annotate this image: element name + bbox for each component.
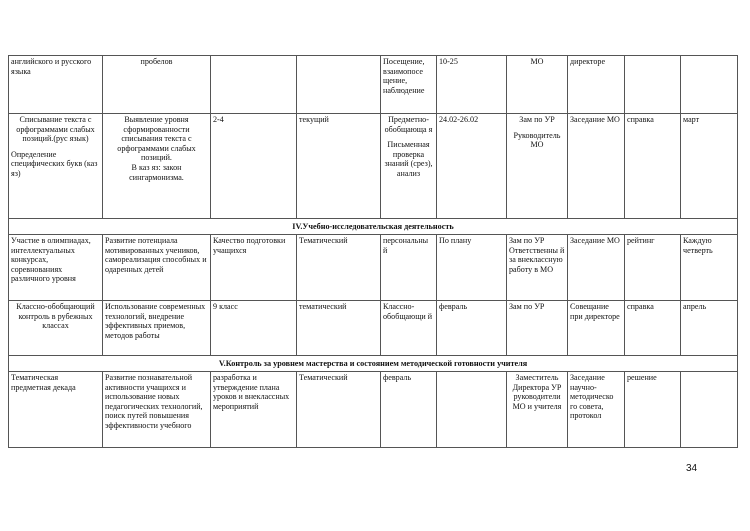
control-plan-table: [8, 55, 738, 448]
table-cell: март: [681, 114, 738, 219]
table-cell: Развитие познавательной активности учащихся и использование новых педагогических технологий, поиск путей повышения эффективности учебного: [103, 372, 211, 448]
cell-paragraph: Списывание текста с орфограммами слабых позиций.(рус язык): [16, 115, 95, 144]
table-cell: справка: [625, 301, 681, 356]
table-cell: Качество подготовки учащихся: [211, 235, 297, 301]
cell-paragraph: Руководитель МО: [513, 130, 561, 150]
table-cell: Участие в олимпиадах, интеллектуальных конкурсах, соревнованиях различного уровня: [9, 235, 103, 301]
table-cell: [211, 56, 297, 114]
table-cell: [381, 114, 437, 219]
table-row: [9, 372, 738, 448]
table-cell: [103, 114, 211, 219]
table-cell: Зам по УР: [507, 301, 568, 356]
table-cell: 9 класс: [211, 301, 297, 356]
section-header-row: [9, 356, 738, 372]
table-cell: Каждую четверть: [681, 235, 738, 301]
table-row: [9, 114, 738, 219]
table-cell: Использование современных технологий, внедрение эффективных приемов, методов работы: [103, 301, 211, 356]
table-cell: Развитие потенциала мотивированных учеников, самореализация способных и одаренных детей: [103, 235, 211, 301]
table-cell: По плану: [437, 235, 507, 301]
table-cell: текущий: [297, 114, 381, 219]
table-cell: Тематическая предметная декада: [9, 372, 103, 448]
table-cell: апрель: [681, 301, 738, 356]
table-cell: [681, 56, 738, 114]
table-cell: Классно-обобщающи й: [381, 301, 437, 356]
table-cell: Заседание научно-методическо го совета, протокол: [568, 372, 625, 448]
table-row: [9, 235, 738, 301]
table-cell: [507, 114, 568, 219]
section-heading: V.Контроль за уровнем мастерства и состоянием методической готовности учителя: [9, 356, 738, 372]
table-cell: Зам по УР Ответственны й за внеклассную работу в МО: [507, 235, 568, 301]
table-cell: тематический: [297, 301, 381, 356]
table-cell: рейтинг: [625, 235, 681, 301]
table-cell: персональны й: [381, 235, 437, 301]
section-heading: IV.Учебно-исследовательская деятельность: [9, 219, 738, 235]
table-cell: [297, 56, 381, 114]
table-cell: справка: [625, 114, 681, 219]
table-cell: разработка и утверждение плана уроков и внеклассных мероприятий: [211, 372, 297, 448]
table-row: [9, 301, 738, 356]
table-cell: решение: [625, 372, 681, 448]
table-cell: Заместитель Директора УР руководители МО и учителя: [507, 372, 568, 448]
table-cell: директоре: [568, 56, 625, 114]
table-cell: февраль: [381, 372, 437, 448]
cell-paragraph: Определение специфических букв (каз яз): [11, 149, 98, 178]
table-cell: [625, 56, 681, 114]
table-cell: Тематический: [297, 372, 381, 448]
table-cell: февраль: [437, 301, 507, 356]
table-cell: [681, 372, 738, 448]
cell-paragraph: Предметно-обобщающа я: [384, 115, 433, 134]
table-cell: МО: [507, 56, 568, 114]
table-cell: [9, 114, 103, 219]
table-cell: пробелов: [103, 56, 211, 114]
table-cell: Совещание при директоре: [568, 301, 625, 356]
table-cell: Классно-обобщающий контроль в рубежных классах: [9, 301, 103, 356]
cell-paragraph: Выявление уровня сформированности списывания текста с орфограммами слабых позиций.: [117, 115, 196, 163]
table-cell: 10-25: [437, 56, 507, 114]
table-cell: Заседание МО: [568, 114, 625, 219]
table-cell: Заседание МО: [568, 235, 625, 301]
cell-paragraph: Письменная проверка знаний (срез), анализ: [384, 140, 433, 178]
table-cell: Тематический: [297, 235, 381, 301]
cell-paragraph: Зам по УР: [519, 115, 555, 124]
table-cell: 24.02-26.02: [437, 114, 507, 219]
table-cell: английского и русского языка: [9, 56, 103, 114]
table-row: [9, 56, 738, 114]
section-header-row: [9, 219, 738, 235]
table-cell: Посещение, взаимопосе щение, наблюдение: [381, 56, 437, 114]
table-cell: 2-4: [211, 114, 297, 219]
cell-paragraph: В каз яз: закон сингармонизма.: [129, 162, 184, 182]
page-number: 34: [686, 463, 698, 474]
table-cell: [437, 372, 507, 448]
